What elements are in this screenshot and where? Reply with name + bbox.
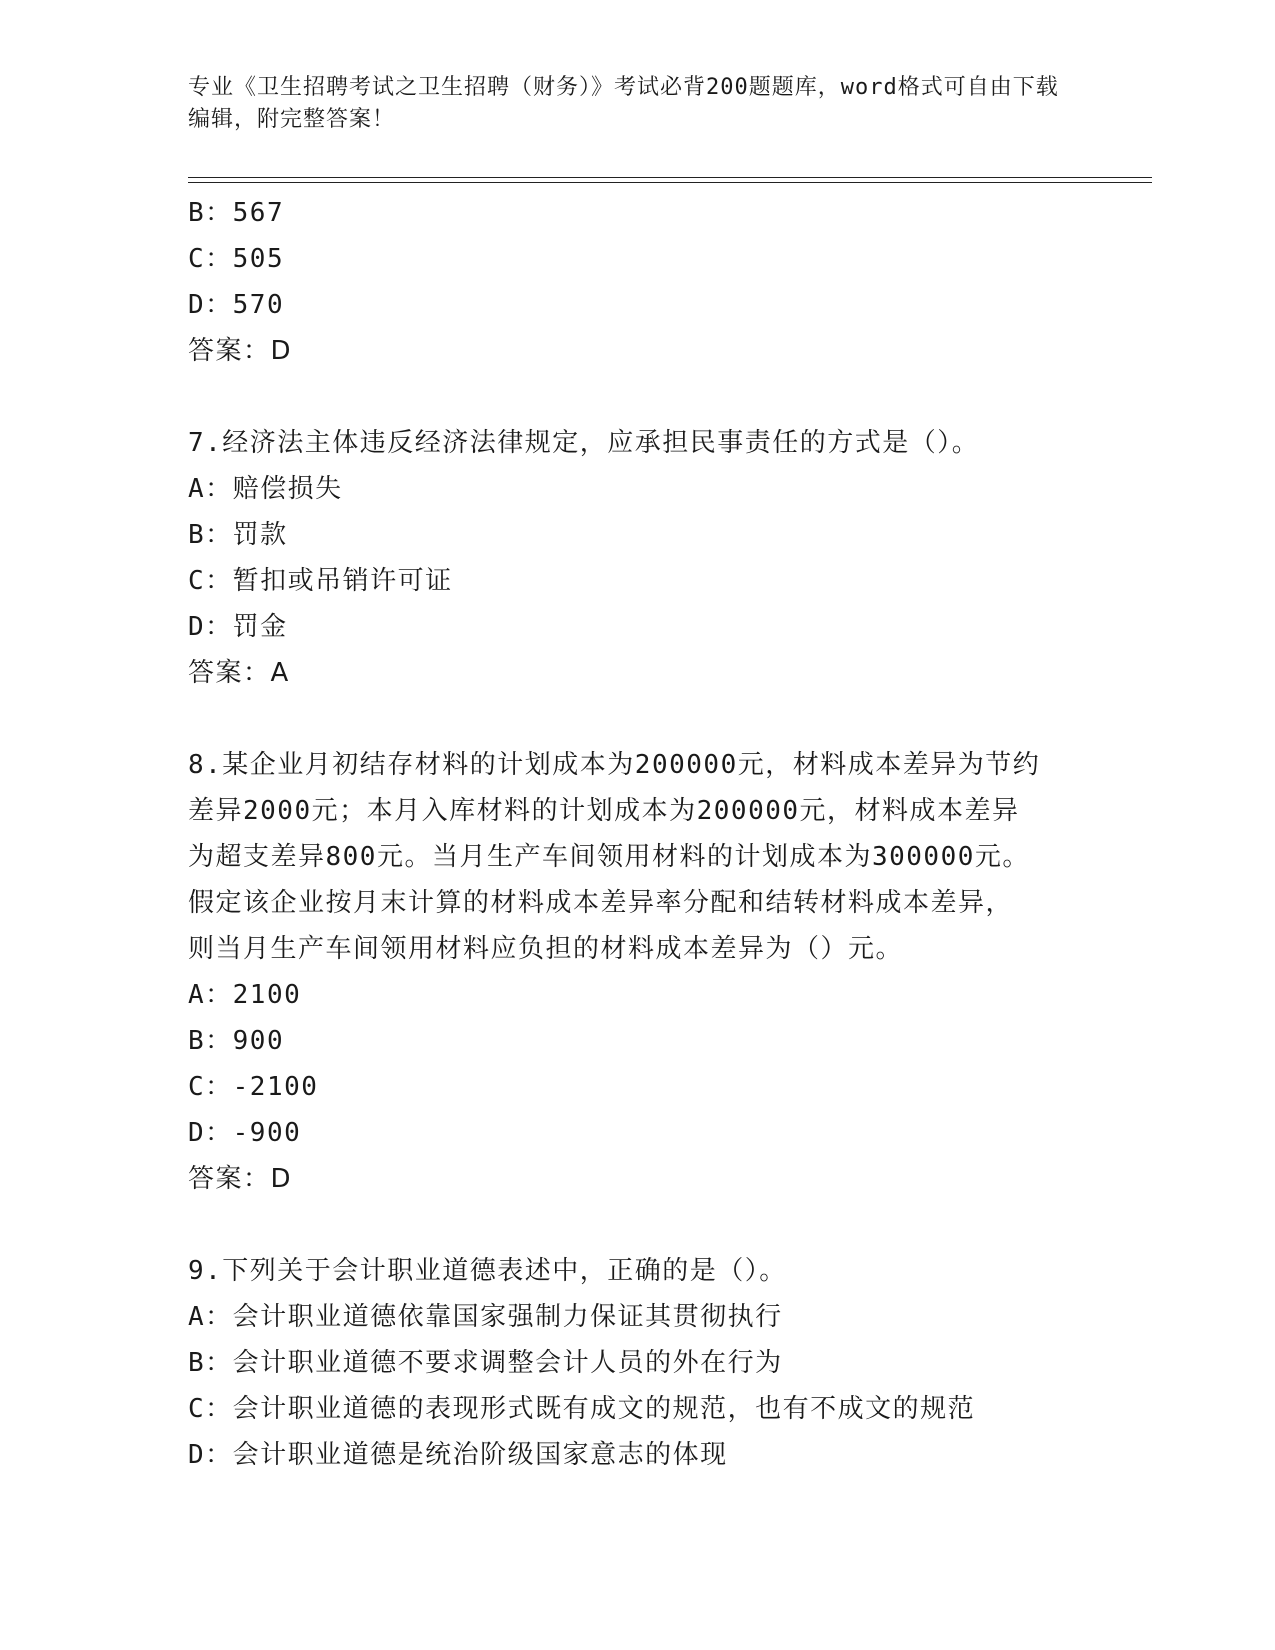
q8-answer: 答案：D [188, 1164, 293, 1194]
q8-stem-line-3: 为超支差异800元。当月生产车间领用材料的计划成本为300000元。 [188, 842, 1030, 872]
q9-option-d: D：会计职业道德是统治阶级国家意志的体现 [188, 1440, 728, 1470]
q8-stem-line-1: 8.某企业月初结存材料的计划成本为200000元，材料成本差异为节约 [188, 750, 1041, 780]
q7-option-d: D：罚金 [188, 612, 288, 642]
q6-option-d: D：570 [188, 290, 285, 320]
q9-option-b: B：会计职业道德不要求调整会计人员的外在行为 [188, 1348, 783, 1378]
question-content [188, 190, 1088, 1478]
spacer [188, 374, 1088, 420]
q9-option-c: C：会计职业道德的表现形式既有成文的规范，也有不成文的规范 [188, 1394, 976, 1424]
spacer [188, 1202, 1088, 1248]
q6-answer: 答案：D [188, 336, 293, 366]
q8-option-b: B：900 [188, 1026, 285, 1056]
header-rule-top [188, 177, 1152, 178]
q8-option-d: D：-900 [188, 1118, 302, 1148]
spacer [188, 696, 1088, 742]
q8-stem-line-4: 假定该企业按月末计算的材料成本差异率分配和结转材料成本差异， [188, 888, 1014, 918]
q8-option-a: A：2100 [188, 980, 302, 1010]
header-rule-bottom [188, 182, 1152, 183]
q7-answer: 答案：A [188, 658, 290, 688]
q8-stem-line-5: 则当月生产车间领用材料应负担的材料成本差异为（）元。 [188, 934, 904, 964]
q7-option-a: A：赔偿损失 [188, 474, 343, 504]
q7-option-b: B：罚款 [188, 520, 288, 550]
q9-option-a: A：会计职业道德依靠国家强制力保证其贯彻执行 [188, 1302, 783, 1332]
q8-stem-line-2: 差异2000元；本月入库材料的计划成本为200000元，材料成本差异 [188, 796, 1020, 826]
document-header: 专业《卫生招聘考试之卫生招聘（财务）》考试必背200题题库，word格式可自由下载编辑，附完整答案！ [188, 75, 1059, 132]
q9-stem: 9.下列关于会计职业道德表述中，正确的是（）。 [188, 1256, 787, 1286]
q6-option-b: B：567 [188, 198, 285, 228]
q6-option-c: C：505 [188, 244, 285, 274]
q8-option-c: C：-2100 [188, 1072, 319, 1102]
q7-stem: 7.经济法主体违反经济法律规定，应承担民事责任的方式是（）。 [188, 428, 980, 458]
q7-option-c: C：暂扣或吊销许可证 [188, 566, 453, 596]
